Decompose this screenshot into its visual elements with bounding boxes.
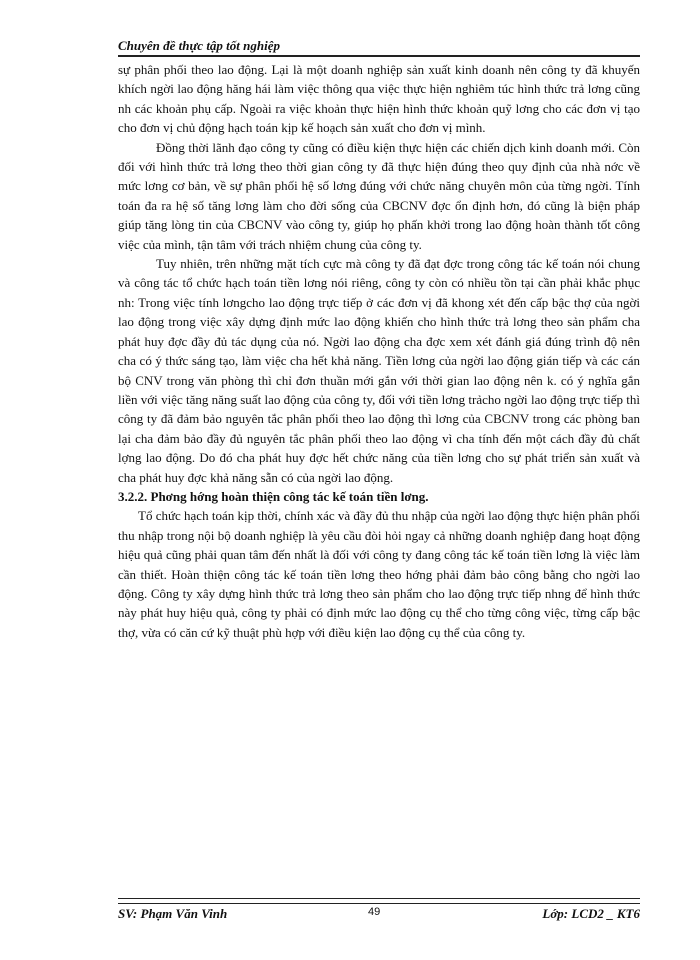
footer-divider — [118, 898, 640, 904]
paragraph-1: sự phân phối theo lao động. Lại là một doanh nghiệp sản xuất kinh doanh nên công ty đã khuyến khích ngời lao động hăng hái làm việc thông qua việc thực hiện nghiêm túc hình thức trả lơng cũng nh các khoản phụ cấp. Ngoài ra việc khoản thực hiện hình thức khoản quỹ lơng cho các đơn vị tạo cho đơn vị chủ động hạch toán kịp kế hoạch sản xuất cho đơn vị mình. — [118, 62, 640, 136]
footer-student-name: SV: Phạm Văn Vinh — [118, 906, 228, 921]
paragraph-3: Tuy nhiên, trên những mặt tích cực mà công ty đã đạt đợc trong công tác kế toán nói chung và công tác tổ chức hạch toán tiền lơng nói riêng, công ty còn có nhiều tồn tại cần phải khắc phục nh: Trong việc tính lơngcho lao động trực tiếp ở các đơn vị đã khong xét đến cấp bậc thợ của ngời lao động trong việc xây dựng định mức lao động khiến cho hình thức trả lơng theo sản phẩm cha phát huy đợc đầy đủ tác dụng của nó. Ngời lao động cha đợc xem xét đánh giá đúng trình độ nên cha có ý thức sáng tạo, làm việc cha hết khả năng. Tiền lơng của ngời lao động gián tiếp và các cán bộ CNV trong văn phòng thì chỉ đơn thuần mới gắn với thời gian lao động nên k. có ý nghĩa gắn liền với việc tăng năng suất lao động của công ty, đối với tiền lơng trảcho ngời lao động trực tiếp thì công ty đã đảm bảo nguyên tắc phân phối theo lao động thì lơng của CBCNV trong các phòng ban lại cha đảm bảo đầy đủ nguyên tắc phân phối theo lao động vì cha tính đến một cách đầy đủ chất lợng lao động. Do đó cha phát huy đợc hết chức năng của tiền lơng cho sự phát triển sản xuất và cha phát huy đợc khả năng sẵn có của ngời lao động. — [118, 256, 640, 485]
footer-class-label: Lớp: LCD2 _ KT6 — [542, 906, 640, 921]
page-header-title: Chuyên đề thực tập tốt nghiệp — [118, 38, 280, 53]
header-divider — [118, 55, 640, 57]
document-body — [118, 60, 640, 642]
section-heading: 3.2.2. Phơng hớng hoàn thiện công tác kế toán tiền lơng. — [118, 488, 429, 504]
paragraph-2: Đồng thời lãnh đạo công ty cũng có điều kiện thực hiện các chiến dịch kinh doanh mới. Còn đối với hình thức trả lơng theo thời gian công ty đã thực hiện đúng theo quy định của nhà nớc về mức lơng cơ bản, về sự phân phối hệ số lơng đúng với chức năng chuyên môn của từng ngời. Tính toán đa ra hệ số tăng lơng làm cho đời sống của CBCNV đợc ổn định hơn, đó cũng là biện pháp giúp tăng lòng tin của CBCNV vào công ty, giúp họ phấn khởi trong lao động hoàn thành tốt công việc của mình, tận tâm với trách nhiệm chung của công ty. — [118, 139, 640, 252]
page-footer — [118, 906, 640, 924]
paragraph-4: Tổ chức hạch toán kịp thời, chính xác và đầy đủ thu nhập của ngời lao động thực hiện phân phối thu nhập trong nội bộ doanh nghiệp là yêu cầu đòi hỏi ngay cả những doanh nghiệp đang hoạt động hiệu quả cũng phải quan tâm đến nhất là đối với công ty đang công tác kế toán tiền lơng là việc làm cần thiết. Hoàn thiện công tác kế toán tiền lơng theo hớng phải đảm bảo công bằng cho ngời lao động. Công ty xây dựng hình thức trả lơng theo sản phẩm cho lao động trực tiếp nhng để hình thức này phát huy hiệu quả, công ty phải có định mức lao động cụ thể cho từng công việc, từng cấp bậc thợ, vừa có căn cứ kỹ thuật phù hợp với điều kiện lao động cụ thể của công ty. — [118, 508, 640, 640]
page-number: 49 — [368, 906, 381, 918]
